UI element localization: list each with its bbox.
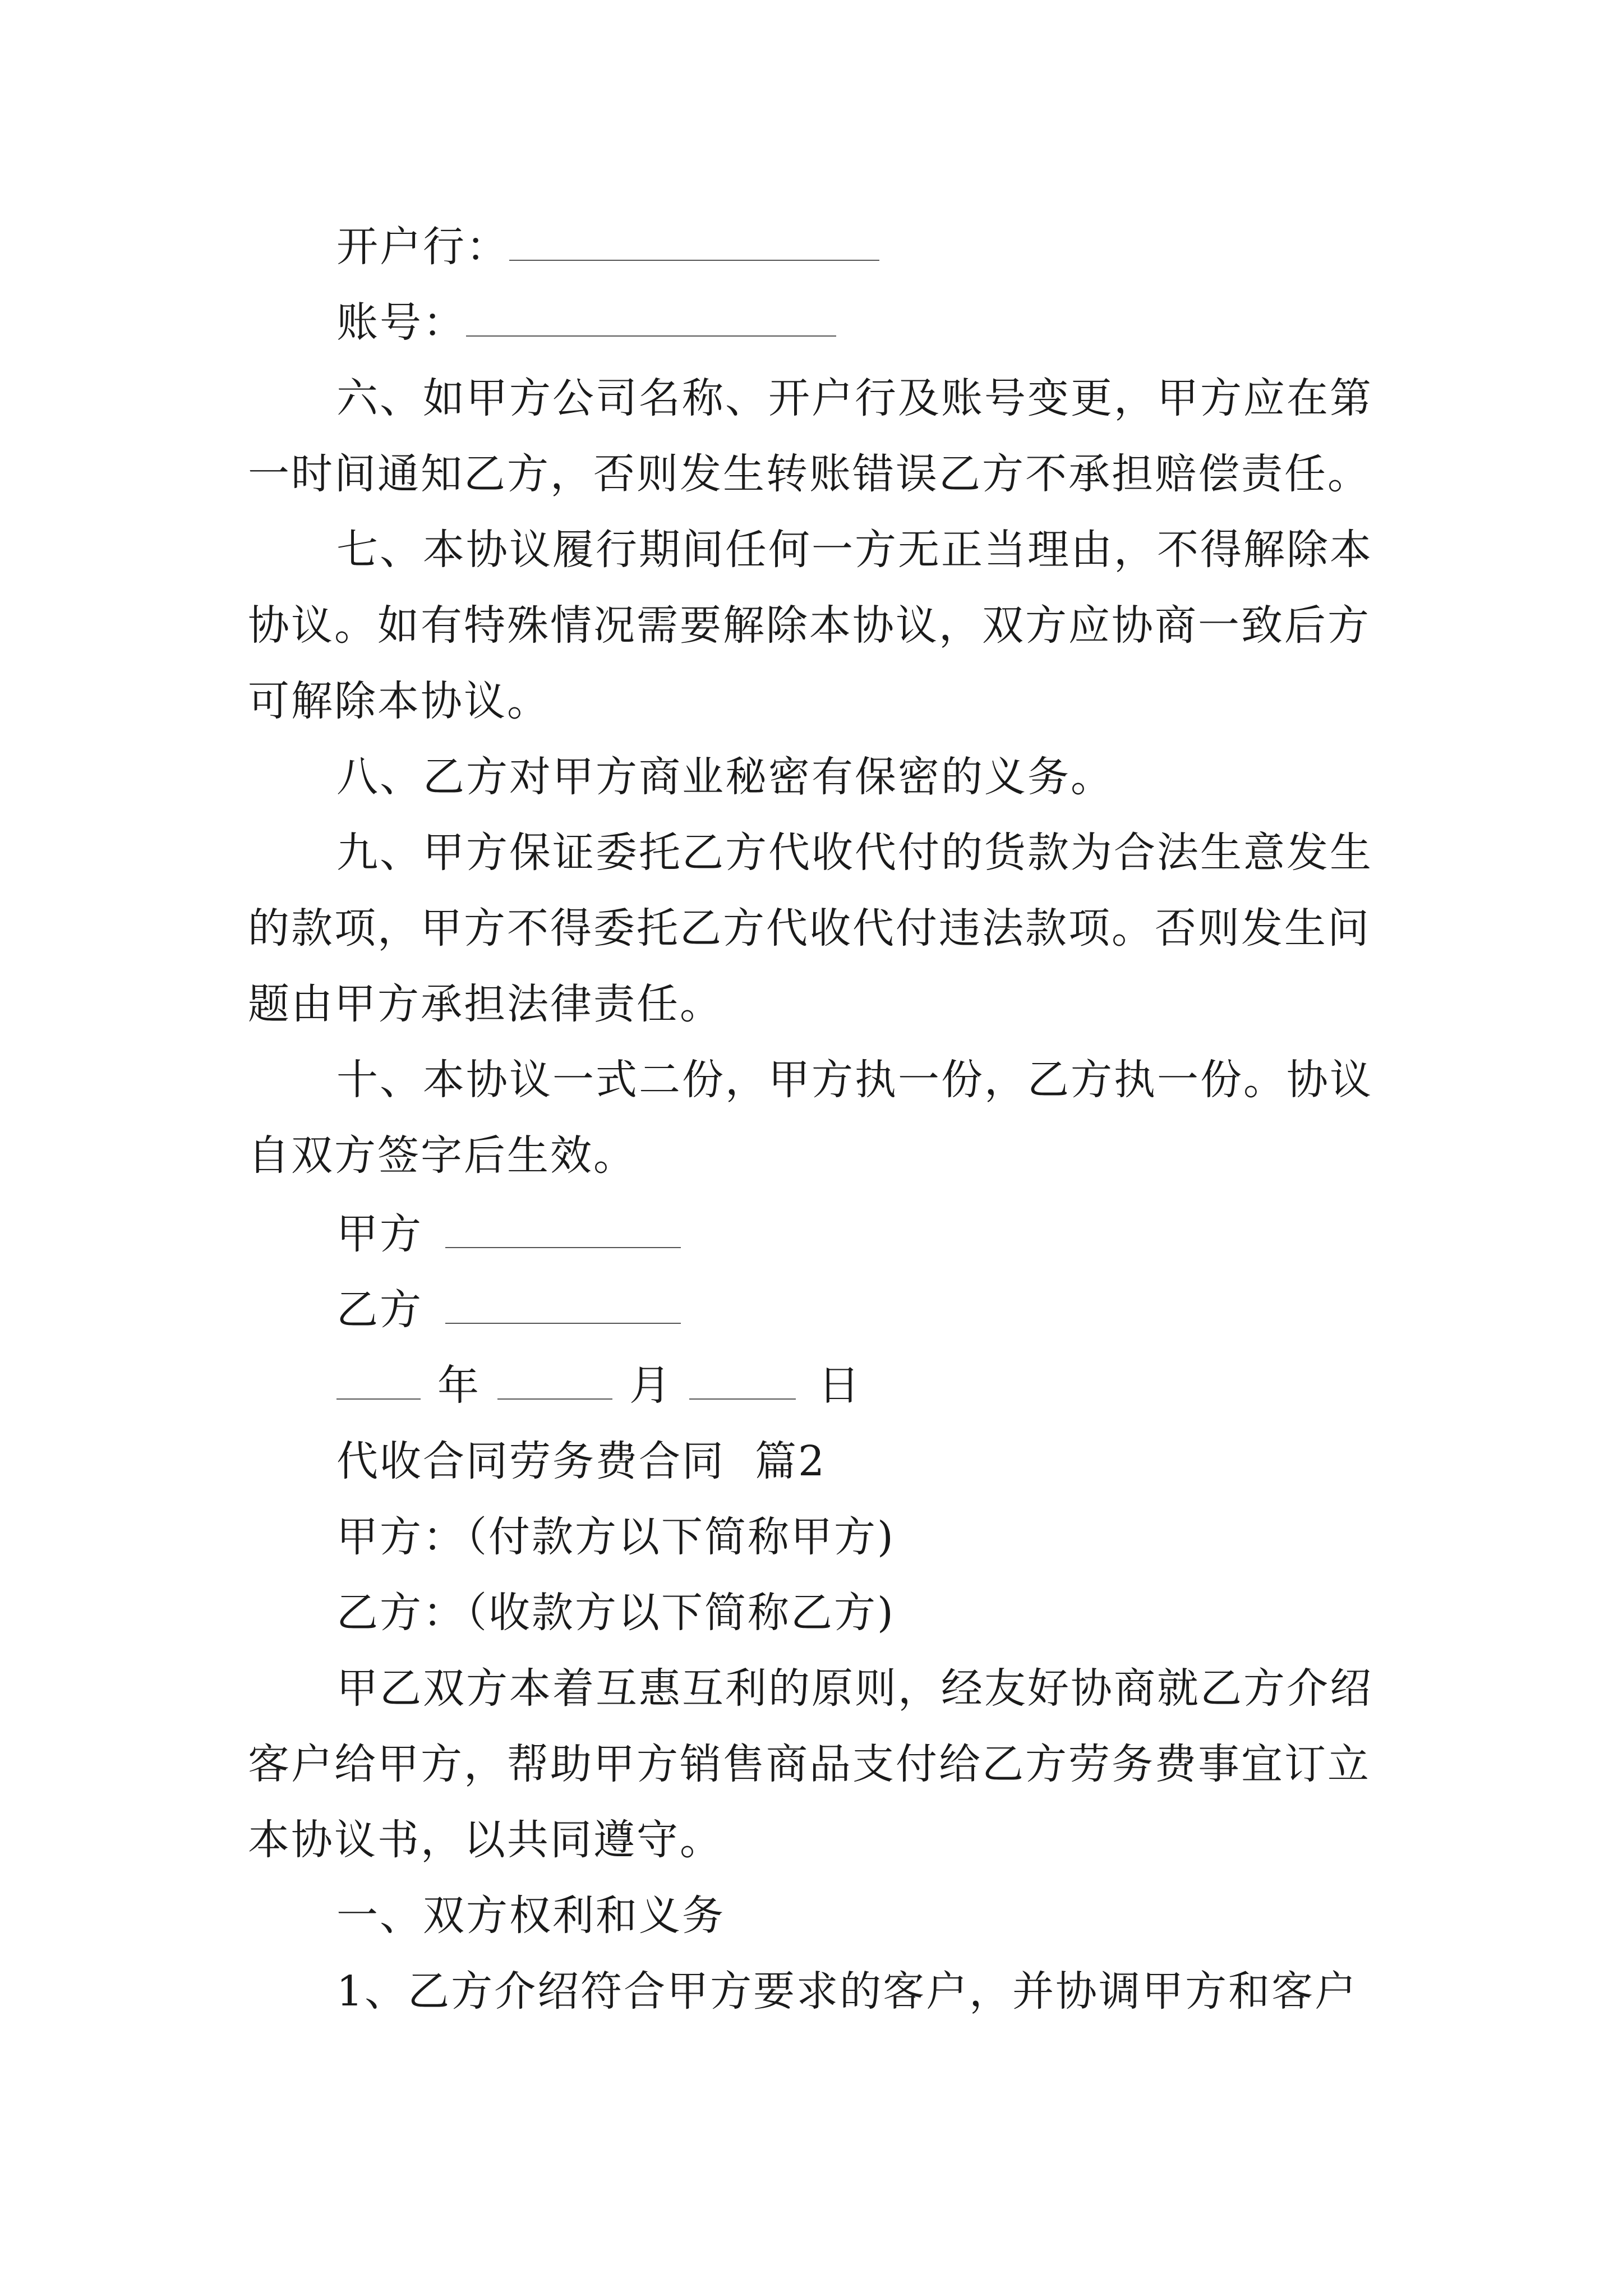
day-blank [689, 1364, 796, 1400]
intro-line2: 客户给甲方，帮助甲方销售商品支付给乙方劳务费事宜订立 [248, 1740, 1371, 1788]
clause7-line2: 协议。如有特殊情况需要解除本协议，双方应协商一致后方 [248, 601, 1371, 650]
year-blank [336, 1364, 421, 1400]
clause6-line2: 一时间通知乙方，否则发生转账错误乙方不承担赔偿责任。 [248, 450, 1371, 498]
section2-title: 代收合同劳务费合同 篇2 [336, 1437, 827, 1485]
party-b-sign-blank [445, 1288, 681, 1324]
clause10-line2: 自双方签字后生效。 [248, 1131, 637, 1180]
item1-line1: 1、乙方介绍符合甲方要求的客户，并协调甲方和客户 [336, 1967, 1358, 2016]
clause8-line1: 八、乙方对甲方商业秘密有保密的义务。 [336, 753, 1114, 801]
party-a-sign-blank [445, 1212, 681, 1248]
month-blank [497, 1364, 612, 1400]
intro-line3: 本协议书，以共同遵守。 [248, 1816, 723, 1864]
party-b-sign-label: 乙方 [336, 1286, 423, 1334]
clause7-line3: 可解除本协议。 [248, 677, 550, 725]
bank-blank [509, 225, 879, 261]
clause6-line1: 六、如甲方公司名称、开户行及账号变更，甲方应在第 [336, 374, 1373, 422]
clause9-line3: 题由甲方承担法律责任。 [248, 980, 723, 1028]
account-blank [466, 301, 836, 337]
clause10-line1: 十、本协议一式二份，甲方执一份，乙方执一份。协议 [336, 1056, 1373, 1104]
clause9-line1: 九、甲方保证委托乙方代收代付的货款为合法生意发生 [336, 829, 1373, 877]
party-a-sign-label: 甲方 [336, 1210, 423, 1258]
intro-line1: 甲乙双方本着互惠互利的原则，经友好协商就乙方介绍 [336, 1664, 1373, 1713]
heading-rights-obligations: 一、双方权利和义务 [336, 1892, 725, 1940]
account-label: 账号： [336, 298, 466, 347]
party-b-line: 乙方：（收款方以下简称乙方) [336, 1589, 895, 1637]
party-b-signature-line [336, 1282, 681, 1338]
year-label: 年 [437, 1361, 481, 1410]
clause7-line1: 七、本协议履行期间任何一方无正当理由，不得解除本 [336, 526, 1373, 574]
party-a-signature-line [336, 1206, 681, 1262]
party-a-line: 甲方：（付款方以下简称甲方) [336, 1513, 895, 1561]
bank-label: 开户行： [336, 223, 509, 271]
month-label: 月 [629, 1361, 672, 1410]
bank-line [336, 219, 879, 275]
clause9-line2: 的款项，甲方不得委托乙方代收代付违法款项。否则发生问 [248, 904, 1371, 953]
date-line [336, 1358, 861, 1414]
account-line [336, 295, 836, 351]
day-label: 日 [818, 1361, 861, 1410]
